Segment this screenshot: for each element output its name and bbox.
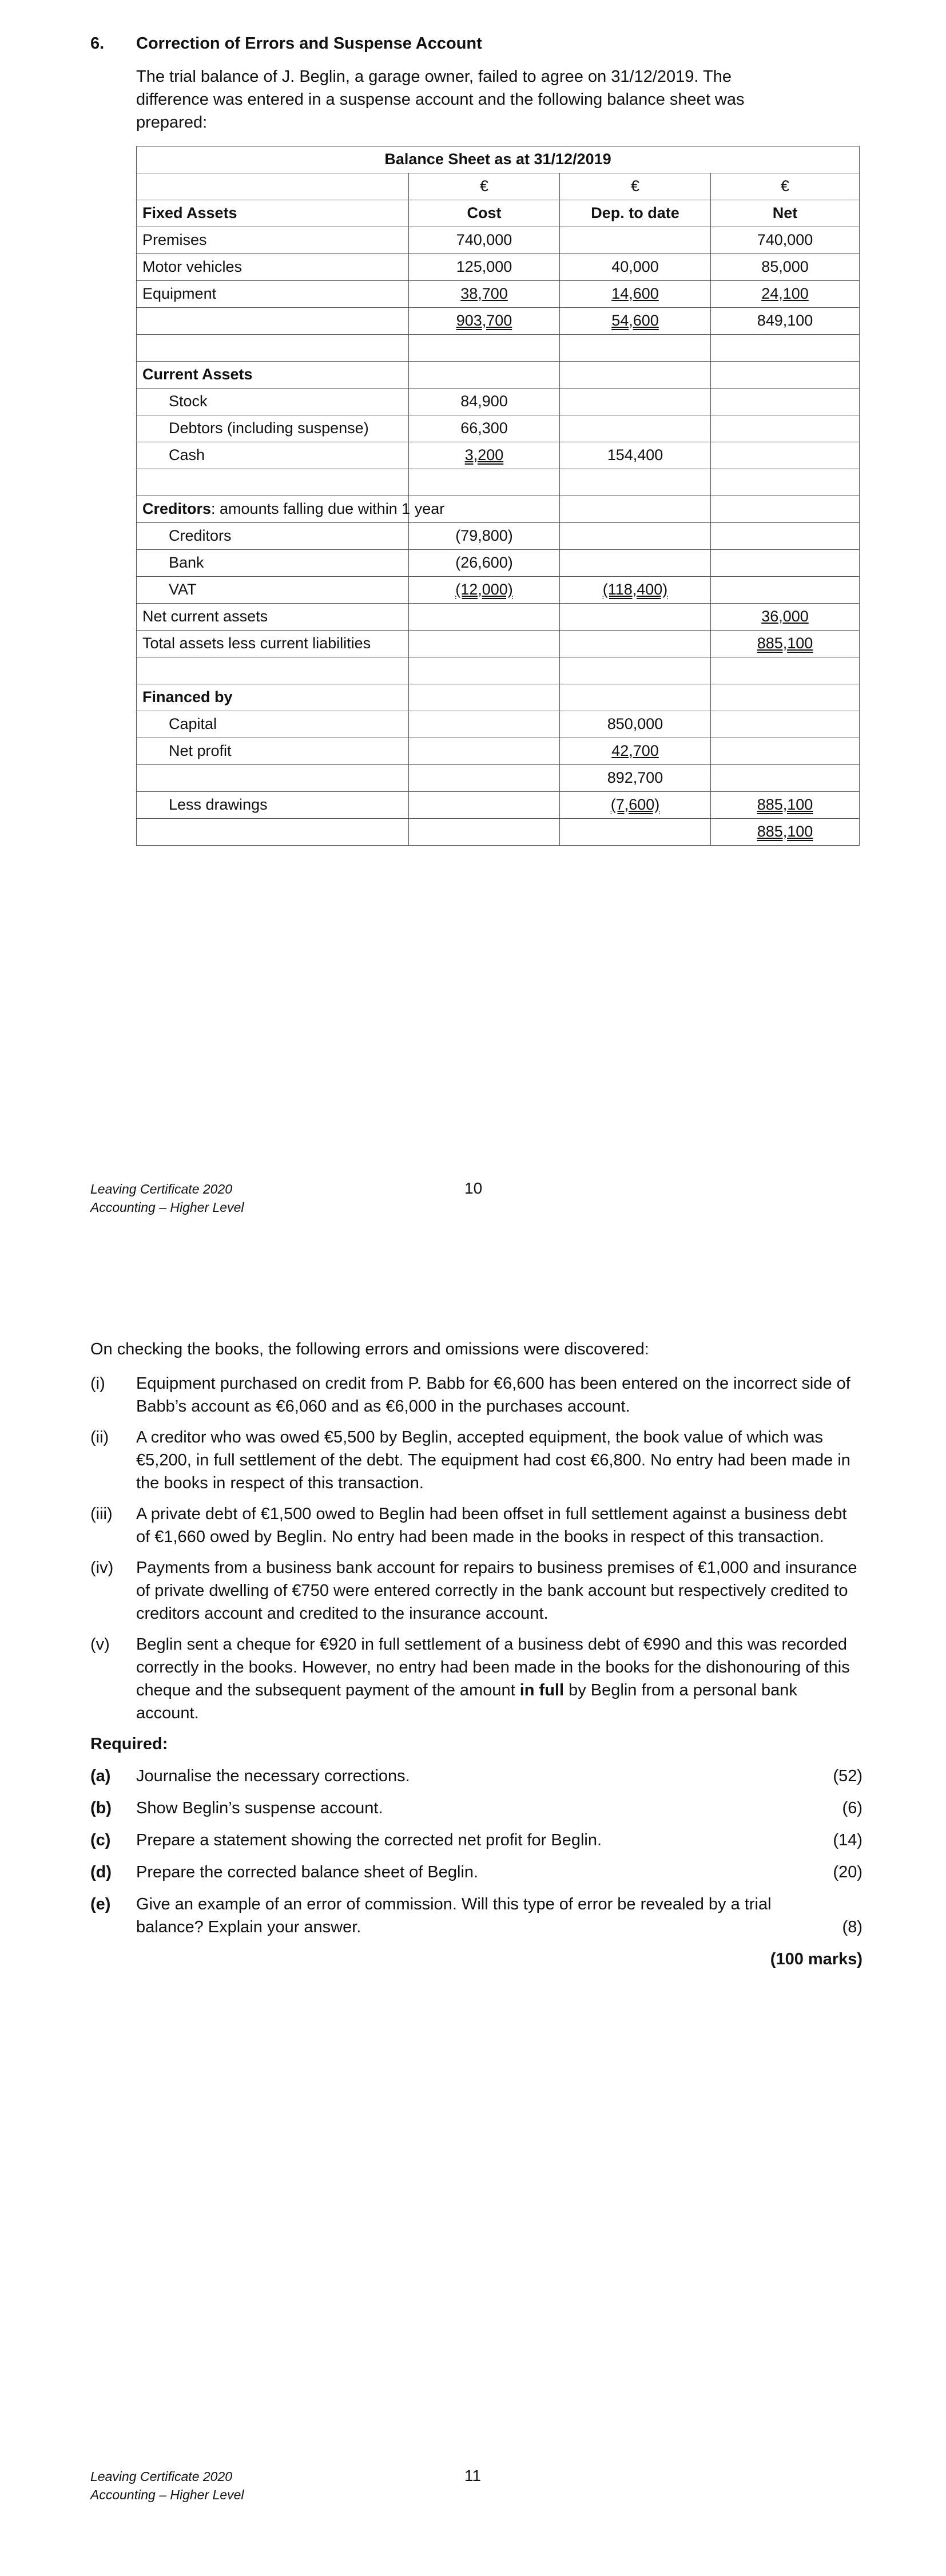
requirement-marks: (52) — [833, 1767, 862, 1786]
question-number: 6. — [90, 34, 105, 53]
cell-value: 54,600 — [611, 312, 659, 330]
table-row — [137, 550, 860, 577]
page-footer — [90, 2467, 244, 2504]
page-number: 11 — [464, 2467, 482, 2484]
row-label: Motor vehicles — [137, 254, 409, 281]
item-text: Equipment purchased on credit from P. Babb for €6,600 has been entered on the incorrect side of Babb’s account as €6,060 and as €6,000 in the purchases account. — [136, 1374, 850, 1416]
item-text: A creditor who was owed €5,500 by Beglin, accepted equipment, the book value of which was €5,200, in full settlement of the debt. The equipment had cost €6,800. No entry had been made in the books in respect of this transaction. — [136, 1428, 850, 1493]
requirement-marks: (14) — [833, 1831, 862, 1850]
section-heading: Current Assets — [137, 362, 409, 389]
item-label: (iv) — [90, 1559, 114, 1578]
cell-value: 740,000 — [409, 227, 560, 254]
exam-page-11 — [0, 1287, 946, 2576]
cell-value: 14,600 — [611, 285, 659, 303]
section-heading: Financed by — [137, 684, 409, 711]
cell-value: 885,100 — [757, 796, 813, 814]
list-item — [90, 1556, 862, 1625]
cell-value: 36,000 — [761, 608, 809, 625]
table-row — [137, 738, 860, 765]
cell-value: 85,000 — [711, 254, 860, 281]
section-heading: Fixed Assets — [137, 200, 409, 227]
table-row — [137, 604, 860, 631]
currency-row — [137, 173, 860, 200]
requirement-item — [90, 1797, 862, 1820]
cell-value — [560, 227, 711, 254]
cell-value: 849,100 — [711, 308, 860, 335]
row-label: Cash — [137, 442, 409, 469]
currency-symbol: € — [560, 173, 711, 200]
cell-value: 66,300 — [409, 415, 560, 442]
list-item — [90, 1372, 862, 1418]
table-row — [137, 335, 860, 362]
footer-exam-name: Leaving Certificate 2020 — [90, 1182, 233, 1196]
table-row — [137, 362, 860, 389]
cell-value: 892,700 — [560, 765, 711, 792]
table-row — [137, 469, 860, 496]
requirement-marks: (6) — [842, 1799, 862, 1818]
exam-page-10 — [0, 0, 946, 1287]
question-title: Correction of Errors and Suspense Account — [136, 34, 482, 53]
table-row — [137, 308, 860, 335]
requirement-label: (b) — [90, 1799, 112, 1818]
item-label: (i) — [90, 1374, 105, 1393]
errors-intro: On checking the books, the following errors and omissions were discovered: — [90, 1340, 649, 1358]
requirement-marks: (20) — [833, 1863, 862, 1882]
question-body — [90, 1372, 862, 1971]
cell-value: 24,100 — [761, 285, 809, 303]
row-label: Premises — [137, 227, 409, 254]
column-header-net: Net — [711, 200, 860, 227]
table-row — [137, 496, 860, 523]
page-footer — [90, 1180, 244, 1216]
requirement-text: Prepare the corrected balance sheet of Beglin. — [136, 1863, 479, 1882]
table-row — [137, 684, 860, 711]
cell-value: (26,600) — [409, 550, 560, 577]
cell-value: 740,000 — [711, 227, 860, 254]
footer-exam-name: Leaving Certificate 2020 — [90, 2469, 233, 2484]
requirement-item — [90, 1893, 862, 1939]
cell-value: 84,900 — [409, 389, 560, 415]
section-heading: Creditors: amounts falling due within 1 year — [137, 496, 409, 523]
cell-value: 40,000 — [560, 254, 711, 281]
requirement-text: Journalise the necessary corrections. — [136, 1767, 410, 1786]
table-row — [137, 792, 860, 819]
item-text: A private debt of €1,500 owed to Beglin had been offset in full settlement against a business debt of €1,660 owed by Beglin. No entry had been made in the books in respect of this transaction. — [136, 1505, 847, 1547]
requirement-label: (c) — [90, 1831, 111, 1850]
table-row — [137, 523, 860, 550]
row-label: Creditors — [137, 523, 409, 550]
cell-value: 38,700 — [460, 285, 508, 303]
footer-subject: Accounting – Higher Level — [90, 1200, 244, 1215]
cell-value: 850,000 — [560, 711, 711, 738]
total-marks: (100 marks) — [770, 1950, 862, 1969]
table-row — [137, 200, 860, 227]
table-row — [137, 711, 860, 738]
question-intro: The trial balance of J. Beglin, a garage owner, failed to agree on 31/12/2019. The difference was entered in a suspense account and the following balance sheet was prepared: — [136, 68, 745, 132]
item-text: Payments from a business bank account for repairs to business premises of €1,000 and insurance of private dwelling of €750 were entered correctly in the bank account but respectively credited to creditors account and credited to the insurance account. — [136, 1559, 857, 1623]
table-row — [137, 415, 860, 442]
column-header-dep: Dep. to date — [560, 200, 711, 227]
row-label: Capital — [137, 711, 409, 738]
item-label: (v) — [90, 1635, 110, 1654]
list-item — [90, 1426, 862, 1495]
requirement-item — [90, 1829, 862, 1852]
table-row — [137, 657, 860, 684]
item-text: Beglin sent a cheque for €920 in full settlement of a business debt of €990 and this was recorded correctly in the books. However, no entry had been made in the books for the dishonouring of this cheque and the subsequent payment of the amount in full by Beglin from a personal bank account. — [136, 1635, 850, 1723]
currency-symbol: € — [409, 173, 560, 200]
cell-value: 154,400 — [560, 442, 711, 469]
requirement-text: Show Beglin’s suspense account. — [136, 1799, 383, 1818]
cell-value: 42,700 — [611, 742, 659, 760]
list-item — [90, 1503, 862, 1548]
table-row — [137, 442, 860, 469]
row-label: Bank — [137, 550, 409, 577]
table-row — [137, 819, 860, 846]
requirement-label: (a) — [90, 1767, 111, 1786]
table-row — [137, 227, 860, 254]
table-row — [137, 577, 860, 604]
cell-value: 125,000 — [409, 254, 560, 281]
balance-sheet-title: Balance Sheet as at 31/12/2019 — [137, 146, 860, 173]
column-header-cost: Cost — [409, 200, 560, 227]
row-label: Total assets less current liabilities — [137, 631, 409, 657]
requirement-text: Prepare a statement showing the corrected net profit for Beglin. — [136, 1831, 602, 1850]
requirement-text: Give an example of an error of commission. Will this type of error be revealed by a trial balance? Explain your answer. — [136, 1895, 772, 1937]
row-label: Stock — [137, 389, 409, 415]
row-label: Less drawings — [137, 792, 409, 819]
requirement-item — [90, 1861, 862, 1884]
requirement-item — [90, 1765, 862, 1788]
table-row — [137, 765, 860, 792]
cell-value: 3,200 — [464, 446, 504, 464]
requirement-label: (d) — [90, 1863, 112, 1882]
cell-value: 903,700 — [456, 312, 512, 330]
cell-value: (7,600) — [610, 796, 660, 814]
table-row — [137, 281, 860, 308]
table-row — [137, 389, 860, 415]
row-label: Net current assets — [137, 604, 409, 631]
item-label: (ii) — [90, 1428, 109, 1447]
requirement-marks: (8) — [842, 1918, 862, 1937]
row-label: VAT — [137, 577, 409, 604]
row-label: Equipment — [137, 281, 409, 308]
required-heading: Required: — [90, 1735, 168, 1754]
table-row — [137, 254, 860, 281]
cell-value: (79,800) — [409, 523, 560, 550]
table-row — [137, 631, 860, 657]
cell-value: (12,000) — [455, 581, 513, 599]
list-item — [90, 1633, 862, 1725]
cell-value: 885,100 — [757, 823, 813, 841]
question-heading — [90, 32, 482, 55]
requirement-label: (e) — [90, 1895, 111, 1914]
row-label: Net profit — [137, 738, 409, 765]
cell-value: 885,100 — [757, 635, 813, 652]
currency-symbol: € — [711, 173, 860, 200]
footer-subject: Accounting – Higher Level — [90, 2487, 244, 2503]
row-label: Debtors (including suspense) — [137, 415, 409, 442]
page-number: 10 — [464, 1179, 483, 1197]
table-title-row — [137, 146, 860, 173]
item-label: (iii) — [90, 1505, 113, 1524]
cell-value: (118,400) — [602, 581, 668, 599]
balance-sheet-table — [136, 146, 860, 846]
